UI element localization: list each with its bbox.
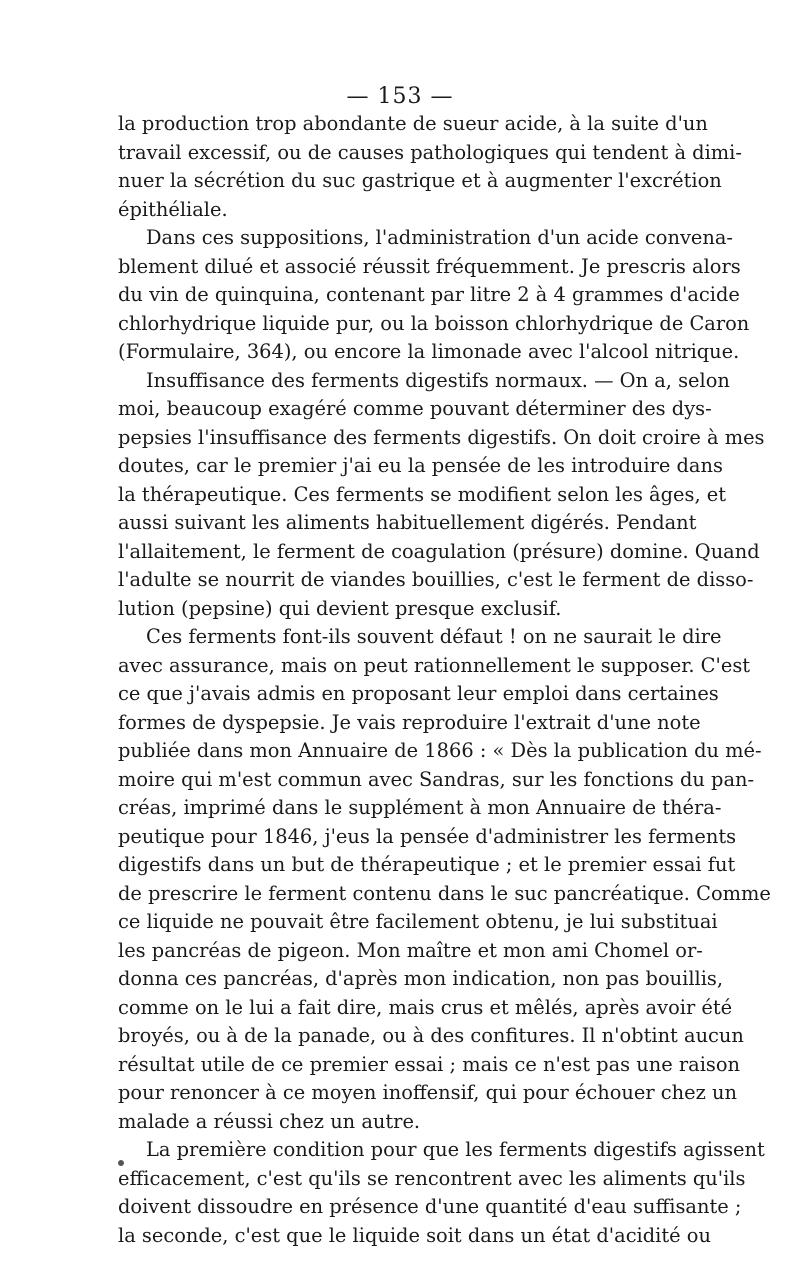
text-line: pepsies l'insuffisance des ferments digestifs. On doit croire à mes bbox=[118, 425, 765, 449]
text-line: comme on le lui a fait dire, mais crus et mêlés, après avoir été bbox=[118, 995, 733, 1019]
text-line: la production trop abondante de sueur acide, à la suite d'un bbox=[118, 112, 708, 135]
text-line: peutique pour 1846, j'eus la pensée d'administrer les ferments bbox=[118, 824, 737, 848]
text-line: blement dilué et associé réussit fréquemment. Je prescris alors bbox=[118, 254, 741, 278]
text-line: chlorhydrique liquide pur, ou la boisson chlorhydrique de Caron bbox=[118, 311, 750, 335]
text-line: lution (pepsine) qui devient presque exclusif. bbox=[118, 596, 562, 620]
text-line: avec assurance, mais on peut rationnellement le supposer. C'est bbox=[118, 653, 751, 677]
text-line: de prescrire le ferment contenu dans le suc pancréatique. Comme bbox=[118, 881, 771, 905]
text-line: efficacement, c'est qu'ils se rencontrent avec les aliments qu'ils bbox=[118, 1166, 746, 1190]
text-line: aussi suivant les aliments habituellement digérés. Pendant bbox=[118, 511, 697, 534]
body-text bbox=[118, 110, 771, 1250]
text-line: résultat utile de ce premier essai ; mais ce n'est pas une raison bbox=[118, 1052, 741, 1076]
text-line: Ces ferments font-ils souvent défaut ! on ne saurait le dire bbox=[146, 625, 722, 648]
text-line: la seconde, c'est que le liquide soit dans un état d'acidité ou bbox=[118, 1223, 711, 1247]
text-line: malade a réussi chez un autre. bbox=[118, 1109, 421, 1133]
text-line: du vin de quinquina, contenant par litre 2 à 4 grammes d'acide bbox=[118, 283, 740, 306]
text-line: les pancréas de pigeon. Mon maître et mon ami Chomel or- bbox=[118, 938, 703, 962]
text-line: broyés, ou à de la panade, ou à des confitures. Il n'obtint aucun bbox=[118, 1024, 744, 1047]
text-line: La première condition pour que les ferments digestifs agissent bbox=[146, 1138, 765, 1161]
text-line: pour renoncer à ce moyen inoffensif, qui pour échouer chez un bbox=[118, 1081, 737, 1104]
page-number: — 153 — bbox=[346, 84, 454, 109]
text-line: doivent dissoudre en présence d'une quantité d'eau suffisante ; bbox=[118, 1195, 742, 1218]
text-line: travail excessif, ou de causes pathologiques qui tendent à dimi- bbox=[118, 140, 742, 164]
ink-spot bbox=[118, 1160, 124, 1166]
text-line: formes de dyspepsie. Je vais reproduire l'extrait d'une note bbox=[118, 710, 701, 734]
text-line: (Formulaire, 364), ou encore la limonade avec l'alcool nitrique. bbox=[118, 340, 740, 363]
text-line: ce liquide ne pouvait être facilement obtenu, je lui substituai bbox=[118, 910, 718, 933]
text-line: moi, beaucoup exagéré comme pouvant déterminer des dys- bbox=[118, 397, 712, 420]
text-line: moire qui m'est commun avec Sandras, sur les fonctions du pan- bbox=[118, 767, 755, 791]
text-line: publiée dans mon Annuaire de 1866 : « Dès la publication du mé- bbox=[118, 739, 762, 762]
text-line: donna ces pancréas, d'après mon indication, non pas bouillis, bbox=[118, 967, 724, 990]
text-line: la thérapeutique. Ces ferments se modifient selon les âges, et bbox=[118, 482, 727, 506]
text-line: créas, imprimé dans le supplément à mon Annuaire de théra- bbox=[118, 796, 722, 819]
text-line: digestifs dans un but de thérapeutique ; et le premier essai fut bbox=[118, 853, 736, 876]
text-line: doutes, car le premier j'ai eu la pensée de les introduire dans bbox=[118, 454, 723, 477]
text-line: Insuffisance des ferments digestifs normaux. — On a, selon bbox=[146, 368, 730, 392]
text-line: ce que j'avais admis en proposant leur emploi dans certaines bbox=[118, 682, 719, 705]
text-line: Dans ces suppositions, l'administration d'un acide convena- bbox=[146, 226, 733, 249]
text-line: l'allaitement, le ferment de coagulation (présure) domine. Quand bbox=[118, 539, 760, 563]
text-line: épithéliale. bbox=[118, 197, 228, 221]
text-line: l'adulte se nourrit de viandes bouillies, c'est le ferment de disso- bbox=[118, 568, 754, 591]
text-line: nuer la sécrétion du suc gastrique et à augmenter l'excrétion bbox=[118, 169, 722, 192]
